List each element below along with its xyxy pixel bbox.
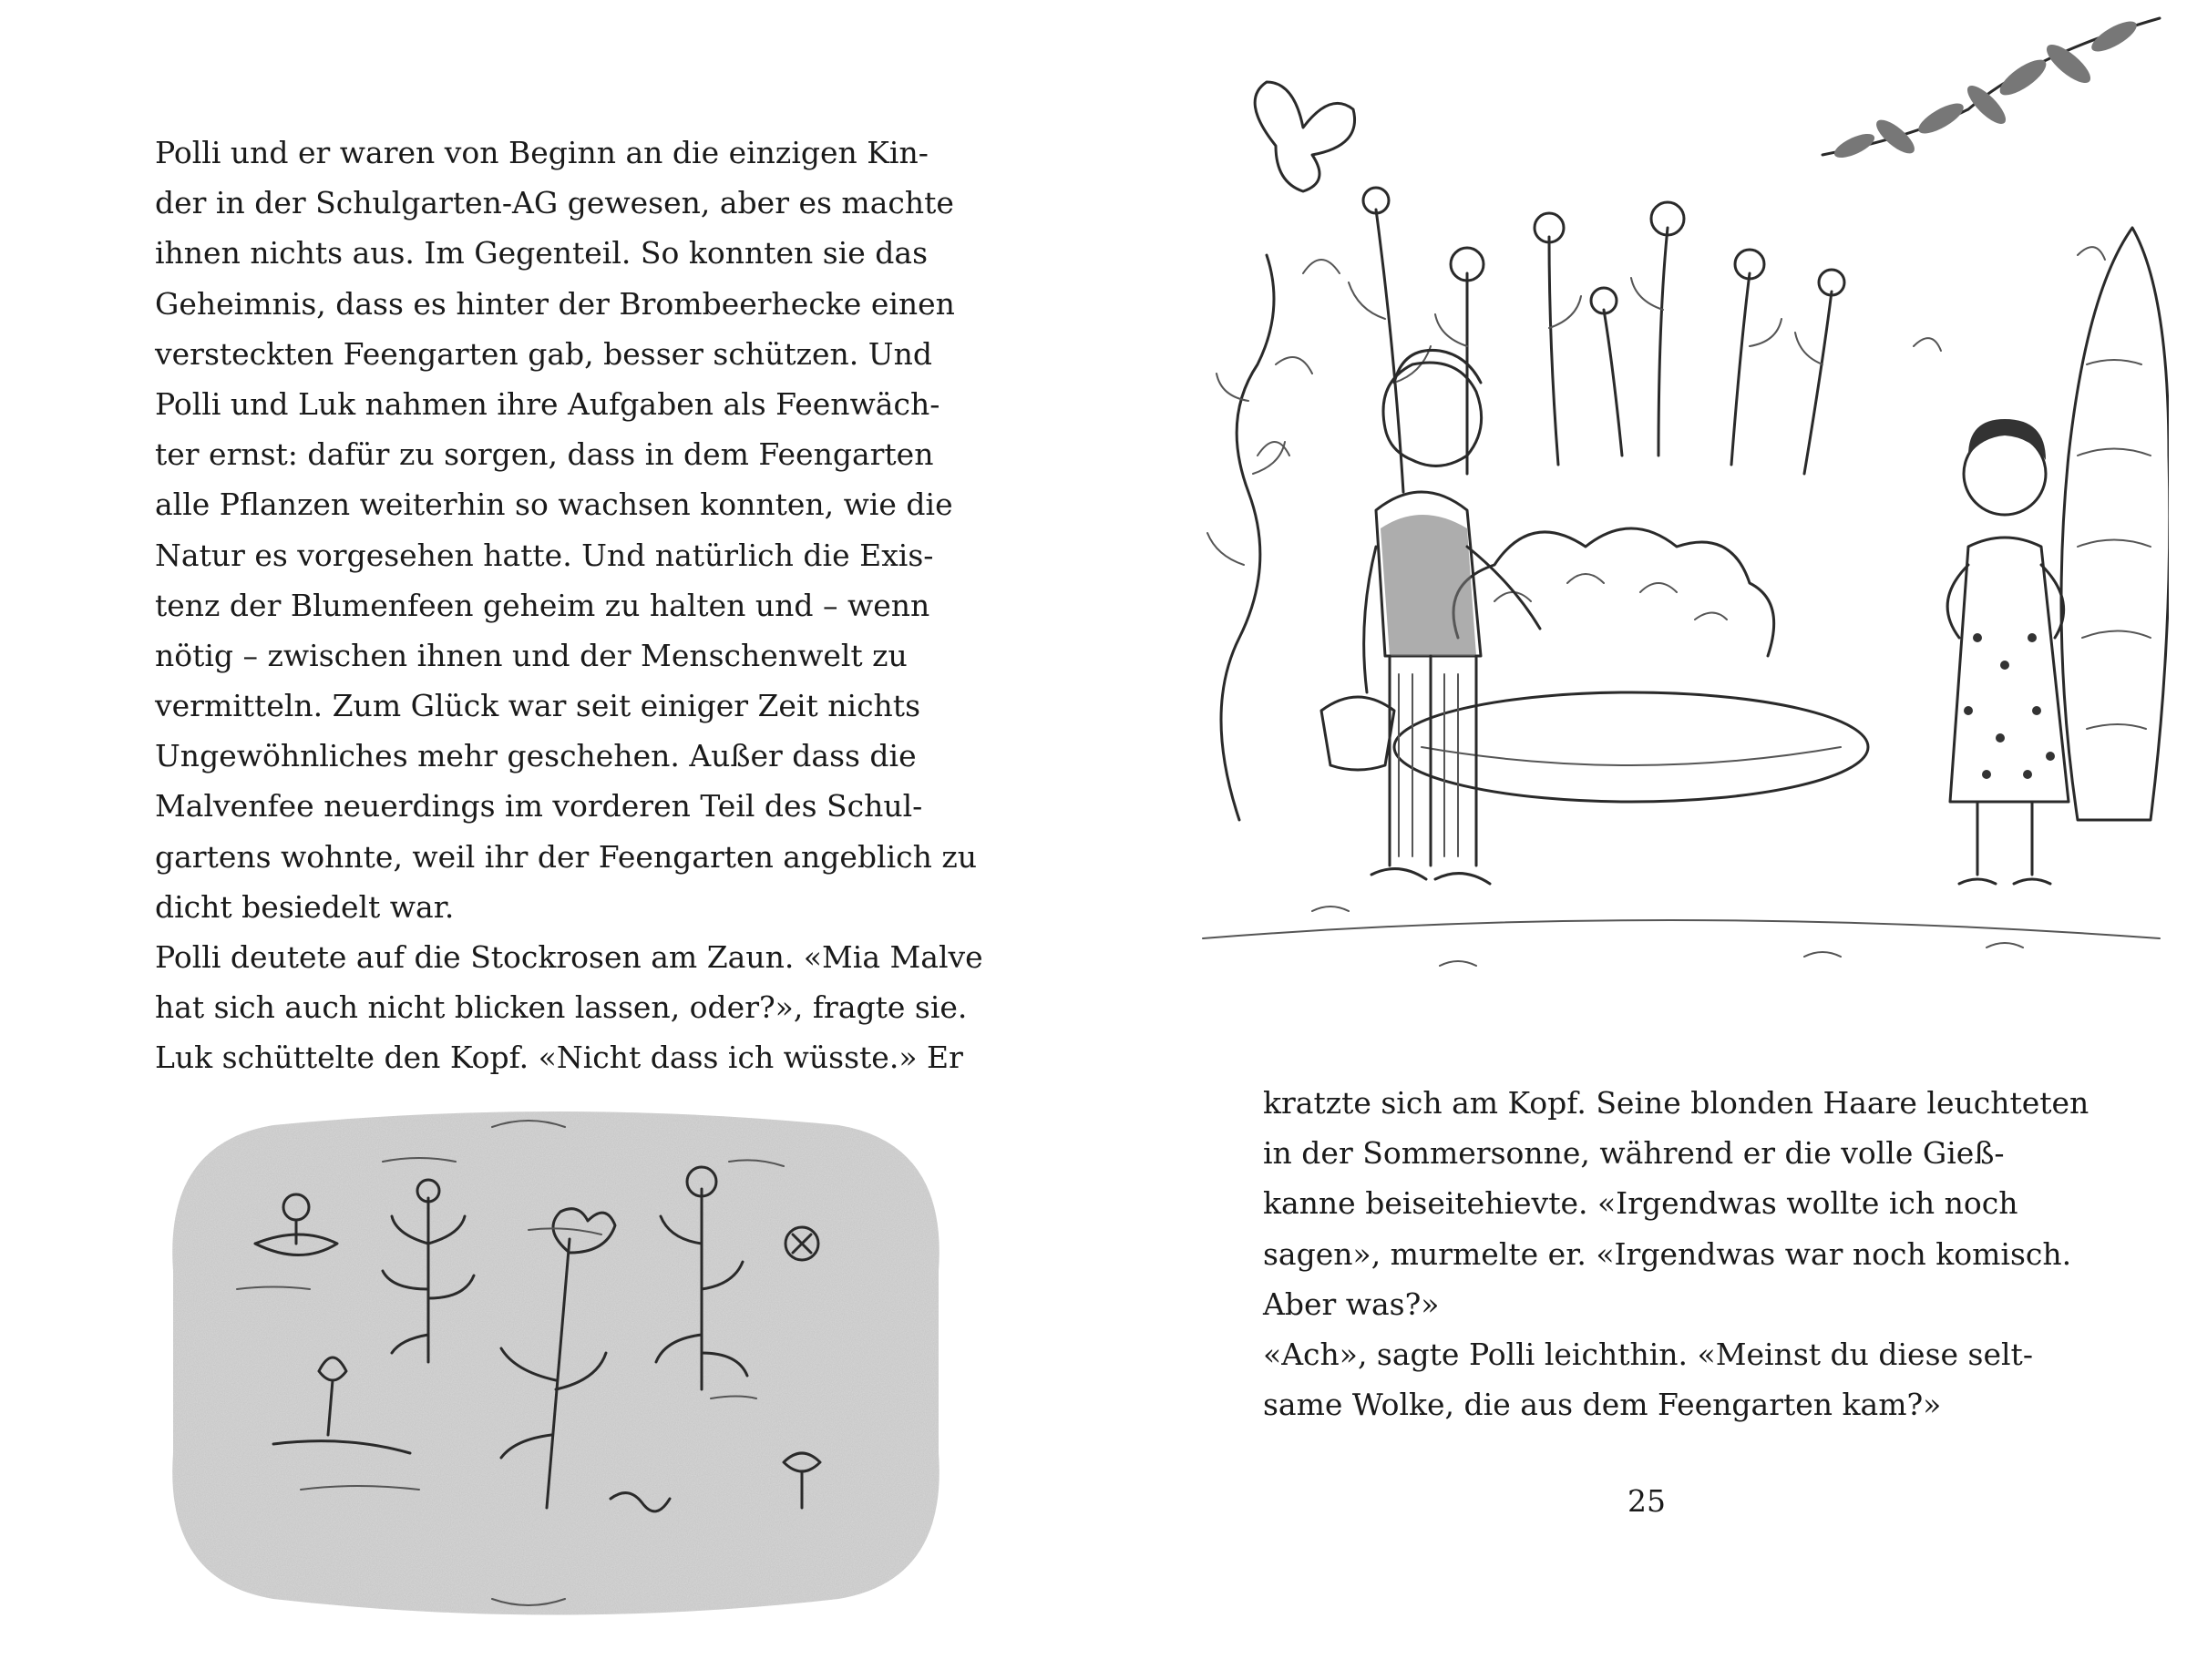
left-page-text [155, 128, 983, 1083]
text-line: ter ernst: dafür zu sorgen, dass in dem Feengarten [155, 436, 934, 473]
text-line: sagen», murmelte er. «Irgendwas war noch komisch. [1263, 1235, 2072, 1272]
text-line: alle Pflanzen weiterhin so wachsen konnten, wie die [155, 487, 953, 523]
text-line: Polli und er waren von Beginn an die einzigen Kin- [155, 135, 929, 170]
text-line: tenz der Blumenfeen geheim zu halten und – wenn [155, 587, 930, 623]
text-line: Polli deutete auf die Stockrosen am Zaun. «Mia Malve [155, 939, 983, 975]
text-line: ihnen nichts aus. Im Gegenteil. So konnten sie das [155, 235, 929, 271]
page-number: 25 [1627, 1483, 1666, 1519]
boy-figure [1321, 350, 1540, 884]
text-line: kratzte sich am Kopf. Seine blonden Haare leuchteten [1263, 1085, 2089, 1121]
text-line: in der Sommersonne, während er die volle Gieß- [1263, 1135, 2005, 1172]
right-page-text [1263, 1078, 2089, 1429]
text-line: versteckten Feengarten gab, besser schützen. Und [155, 335, 932, 372]
text-line: Luk schüttelte den Kopf. «Nicht dass ich wüsste.» Er [155, 1040, 963, 1076]
text-line: Malvenfee neuerdings im vorderen Teil des Schul- [155, 788, 923, 825]
text-line: der in der Schulgarten-AG gewesen, aber es machte [155, 185, 954, 221]
right-page [1094, 0, 2187, 1680]
text-line: nötig – zwischen ihnen und der Menschenwelt zu [155, 637, 908, 673]
garden-scene-illustration [1166, 0, 2169, 1002]
text-line: Natur es vorgesehen hatte. Und natürlich die Exis- [155, 537, 934, 573]
text-line: «Ach», sagte Polli leichthin. «Meinst du diese selt- [1263, 1336, 2033, 1372]
text-line: Aber was?» [1263, 1286, 1440, 1322]
text-line: Ungewöhnliches mehr geschehen. Außer dass die [155, 738, 917, 774]
text-line: vermitteln. Zum Glück war seit einiger Zeit nichts [155, 688, 921, 724]
text-line: Geheimnis, dass es hinter der Brombeerhecke einen [155, 285, 955, 322]
girl-figure [1947, 419, 2069, 884]
text-line: dicht besiedelt war. [155, 888, 455, 925]
text-line: Polli und Luk nahmen ihre Aufgaben als Feenwäch- [155, 385, 940, 422]
botanical-plate-illustration [164, 1107, 948, 1617]
text-line: gartens wohnte, weil ihr der Feengarten angeblich zu [155, 838, 977, 875]
text-line: hat sich auch nicht blicken lassen, oder?», fragte sie. [155, 989, 968, 1026]
text-line: same Wolke, die aus dem Feengarten kam?» [1263, 1387, 1942, 1423]
text-line: kanne beiseitehievte. «Irgendwas wollte ich noch [1263, 1185, 2018, 1222]
